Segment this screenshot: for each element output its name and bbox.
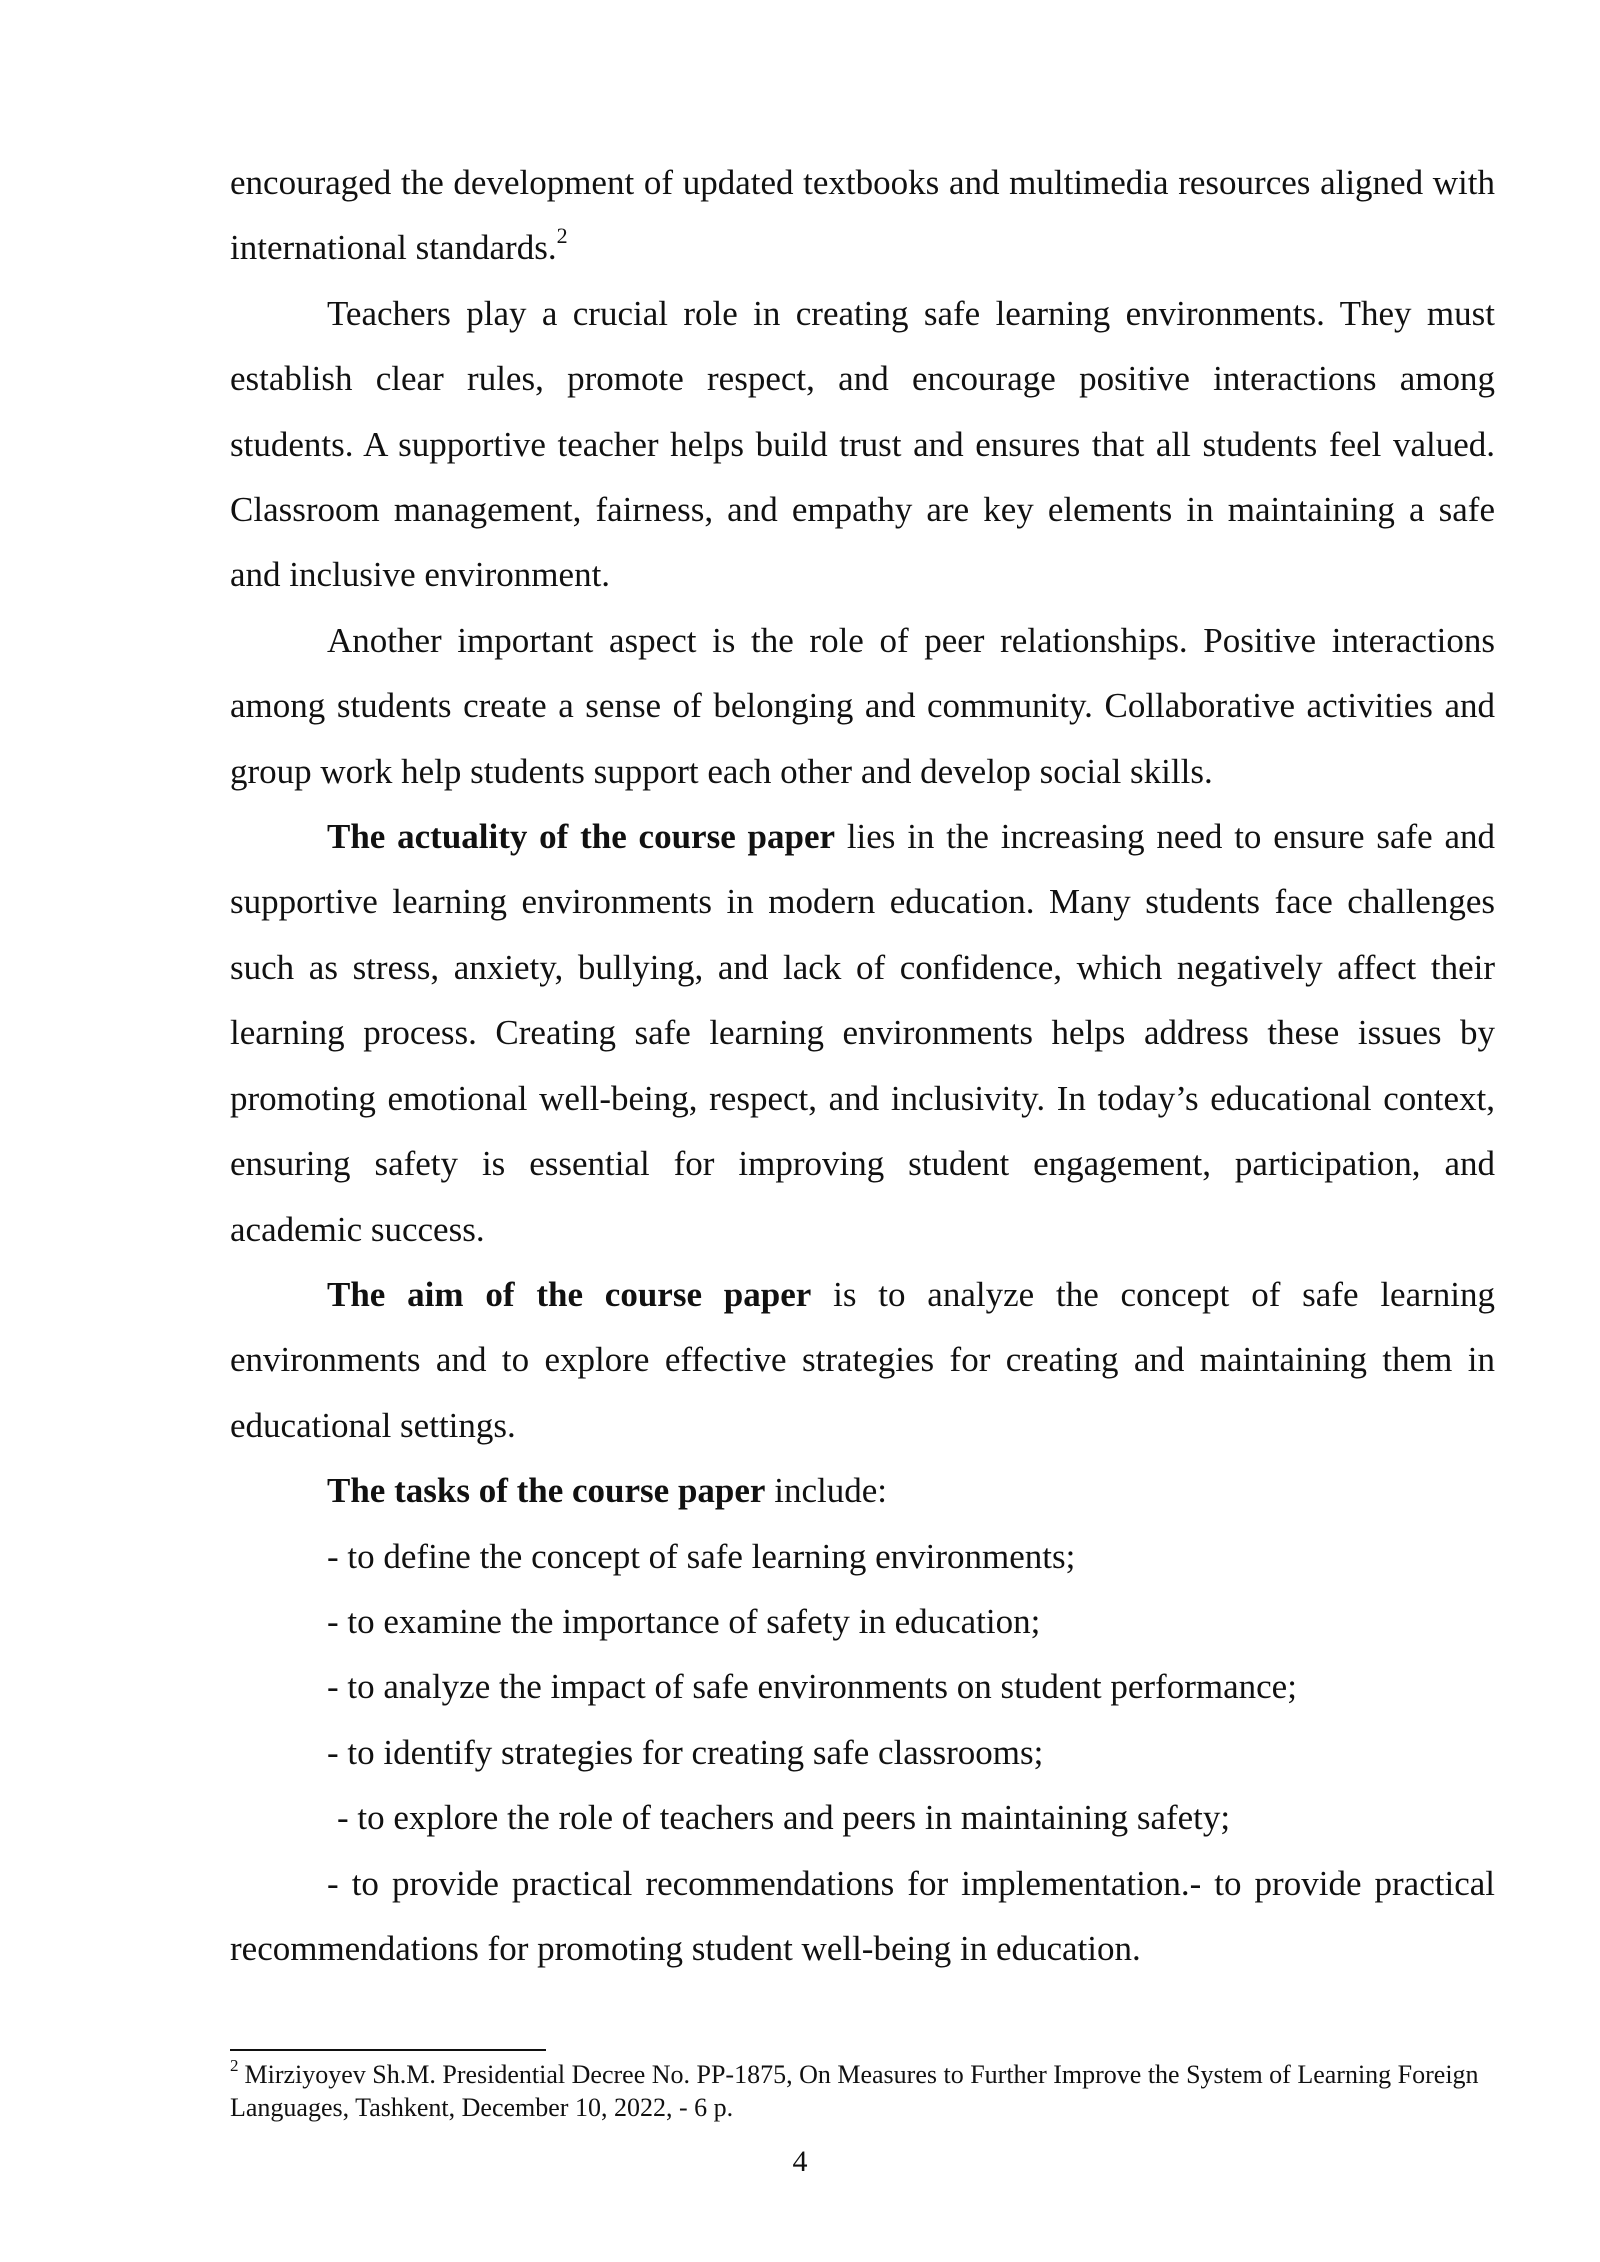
actuality-text: lies in the increasing need to ensure safe and supportive learning environments in modern education. Many students face challenges such as stress, anxiety, bullying, and lack of confidence, which negatively affect their learning process. Creating safe learning environments helps address these issues by promoting emotional well-being, respect, and inclusivity. In today’s educational context, ensuring safety is essential for improving student engagement, participation, and academic success. [230, 817, 1496, 1249]
paragraph-actuality [230, 804, 1495, 1262]
paragraph-tasks [230, 1458, 1495, 1523]
tasks-heading: The tasks of the course paper [327, 1471, 766, 1511]
footnote-text: Mirziyoyev Sh.M. Presidential Decree No. PP-1875, On Measures to Further Improve the System of Learning Foreign Languages, Tashkent, December 10, 2022, - 6 p. [230, 2060, 1479, 2122]
task-list-item: - to define the concept of safe learning environments; [327, 1536, 1076, 1576]
paragraph-continuation [230, 150, 1495, 281]
aim-text: is to analyze the concept of safe learning environments and to explore effective strategies for creating and maintaining them in educational settings. [230, 1274, 1495, 1445]
document-body [230, 150, 1495, 1981]
footnote-separator [230, 2049, 546, 2051]
paragraph-text: Another important aspect is the role of peer relationships. Positive interactions among students create a sense of belonging and community. Collaborative activities and group work help students support each other and develop social skills. [230, 620, 1495, 791]
task-list-item: - to analyze the impact of safe environments on student performance; [327, 1667, 1297, 1707]
task-list-item: - to explore the role of teachers and peers in maintaining safety; [337, 1798, 1231, 1838]
tasks-text: include: [765, 1471, 887, 1511]
task-list-item: - to identify strategies for creating safe classrooms; [327, 1732, 1044, 1772]
footnote-marker: 2 [230, 2056, 239, 2076]
aim-heading: The aim of the course paper [327, 1274, 812, 1314]
footnote [230, 2058, 1495, 2124]
paragraph-peer-relationships [230, 608, 1495, 804]
task-list-item: - to provide practical recommendations for implementation.- to provide practical recommendations for promoting student well-being in education. [230, 1863, 1495, 1968]
footnote-reference: 2 [556, 222, 568, 248]
actuality-heading: The actuality of the course paper [327, 817, 836, 857]
paragraph-aim [230, 1262, 1495, 1458]
task-list-item: - to examine the importance of safety in education; [327, 1601, 1041, 1641]
paragraph-text: encouraged the development of updated textbooks and multimedia resources aligned with international standards. [230, 163, 1495, 268]
paragraph-teachers-role [230, 281, 1495, 608]
page-number: 4 [792, 2145, 808, 2178]
paragraph-text: Teachers play a crucial role in creating safe learning environments. They must establish clear rules, promote respect, and encourage positive interactions among students. A supportive teacher helps build trust and ensures that all students feel valued. Classroom management, fairness, and empathy are key elements in maintaining a safe and inclusive environment. [230, 293, 1495, 595]
